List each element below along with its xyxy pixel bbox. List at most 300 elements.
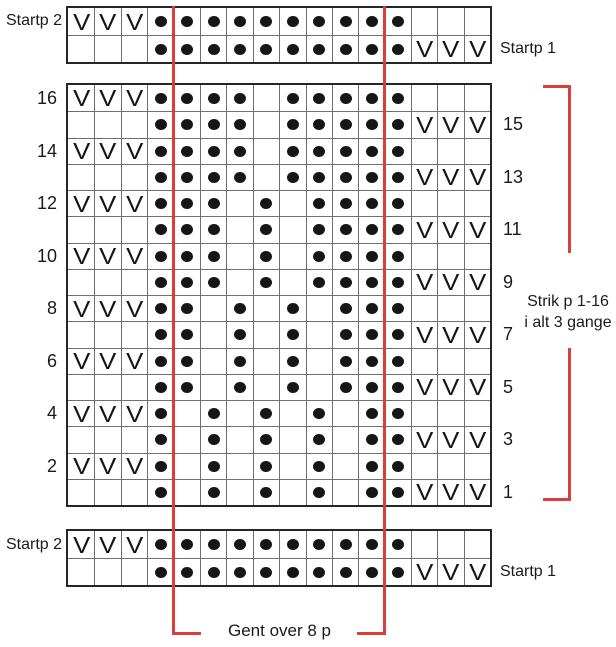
stitch-cell: [200, 479, 226, 505]
stitch-cell: [385, 531, 411, 558]
stitch-cell: [385, 111, 411, 137]
purl-dot-icon: [392, 16, 404, 27]
purl-dot-icon: [287, 172, 299, 183]
stitch-cell: [68, 269, 94, 295]
purl-dot-icon: [392, 119, 404, 130]
stitch-cell: [385, 35, 411, 62]
stitch-cell: [437, 35, 463, 62]
stitch-cell: [332, 321, 358, 347]
stitch-cell: [279, 269, 305, 295]
purl-dot-icon: [208, 487, 220, 498]
knit-v-icon: V: [125, 190, 144, 217]
stitch-cell: [253, 85, 279, 111]
purl-dot-icon: [366, 356, 378, 367]
label-startp2-bottom: Startp 2: [5, 536, 62, 553]
stitch-cell: [121, 453, 147, 479]
purl-dot-icon: [340, 146, 352, 157]
stitch-cell: [437, 269, 463, 295]
stitch-cell: [147, 321, 173, 347]
purl-dot-icon: [366, 198, 378, 209]
knit-v-icon: V: [416, 269, 434, 296]
row-number-left-12: 12: [36, 193, 57, 214]
label-startp1-top: Startp 1: [500, 40, 557, 57]
knit-v-icon: V: [99, 190, 117, 217]
purl-dot-icon: [392, 146, 404, 157]
stitch-cell: [385, 269, 411, 295]
stitch-cell: [437, 558, 463, 585]
purl-dot-icon: [313, 251, 325, 262]
stitch-cell: [332, 295, 358, 321]
stitch-cell: [385, 138, 411, 164]
stitch-cell: [464, 8, 490, 35]
purl-dot-icon: [366, 119, 378, 130]
stitch-cell: [464, 111, 490, 137]
stitch-cell: [200, 138, 226, 164]
stitch-cell: [94, 216, 120, 242]
stitch-cell: [253, 138, 279, 164]
knit-v-icon: V: [125, 531, 144, 558]
purl-dot-icon: [181, 382, 193, 393]
purl-dot-icon: [208, 16, 220, 27]
purl-dot-icon: [366, 408, 378, 419]
purl-dot-icon: [287, 382, 299, 393]
purl-dot-icon: [313, 93, 325, 104]
stitch-cell: [200, 35, 226, 62]
stitch-cell: [279, 453, 305, 479]
stitch-cell: [121, 8, 147, 35]
stitch-cell: [385, 453, 411, 479]
purl-dot-icon: [366, 303, 378, 314]
stitch-cell: [464, 243, 490, 269]
stitch-cell: [174, 269, 200, 295]
purl-dot-icon: [340, 16, 352, 27]
purl-dot-icon: [208, 93, 220, 104]
stitch-cell: [411, 138, 437, 164]
purl-dot-icon: [155, 146, 167, 157]
purl-dot-icon: [208, 44, 220, 55]
stitch-cell: [279, 190, 305, 216]
knit-v-icon: V: [442, 269, 460, 296]
stitch-cell: [411, 479, 437, 505]
purl-dot-icon: [155, 224, 167, 235]
stitch-cell: [411, 85, 437, 111]
stitch-cell: [464, 374, 490, 400]
stitch-cell: [306, 269, 332, 295]
stitch-cell: [226, 111, 252, 137]
purl-dot-icon: [234, 44, 246, 55]
stitch-cell: [464, 453, 490, 479]
stitch-cell: [94, 35, 120, 62]
knit-v-icon: V: [99, 8, 117, 35]
purl-dot-icon: [340, 251, 352, 262]
stitch-cell: [253, 348, 279, 374]
stitch-cell: [68, 374, 94, 400]
row-number-right-15: 15: [503, 114, 524, 135]
stitch-cell: [385, 426, 411, 452]
stitch-cell: [332, 243, 358, 269]
stitch-cell: [121, 35, 147, 62]
purl-dot-icon: [181, 146, 193, 157]
stitch-cell: [94, 8, 120, 35]
purl-dot-icon: [208, 277, 220, 288]
purl-dot-icon: [155, 277, 167, 288]
stitch-cell: [279, 243, 305, 269]
stitch-cell: [306, 138, 332, 164]
row-number-left-8: 8: [46, 298, 57, 319]
stitch-cell: [174, 138, 200, 164]
knit-v-icon: V: [72, 243, 90, 270]
purl-dot-icon: [340, 356, 352, 367]
stitch-cell: [68, 479, 94, 505]
knit-v-icon: V: [99, 453, 117, 480]
purl-dot-icon: [181, 329, 193, 340]
stitch-cell: [279, 8, 305, 35]
purl-dot-icon: [260, 408, 272, 419]
knit-v-icon: V: [125, 453, 144, 480]
stitch-cell: [174, 400, 200, 426]
repeat-count-note-line1: Strik p 1-16: [527, 293, 609, 310]
purl-dot-icon: [392, 198, 404, 209]
purl-dot-icon: [234, 382, 246, 393]
stitch-cell: [68, 111, 94, 137]
stitch-cell: [147, 216, 173, 242]
stitch-cell: [253, 479, 279, 505]
knit-v-icon: V: [72, 531, 90, 558]
knit-v-icon: V: [125, 295, 144, 322]
stitch-cell: [332, 269, 358, 295]
stitch-cell: [174, 190, 200, 216]
stitch-cell: [437, 531, 463, 558]
purl-dot-icon: [155, 93, 167, 104]
purl-dot-icon: [155, 567, 167, 578]
purl-dot-icon: [392, 539, 404, 550]
purl-dot-icon: [208, 251, 220, 262]
knit-v-icon: V: [125, 8, 144, 35]
purl-dot-icon: [234, 567, 246, 578]
stitch-cell: [411, 8, 437, 35]
stitch-cell: [174, 85, 200, 111]
stitch-cell: [121, 400, 147, 426]
purl-dot-icon: [181, 567, 193, 578]
stitch-cell: [68, 138, 94, 164]
stitch-cell: [200, 190, 226, 216]
purl-dot-icon: [287, 539, 299, 550]
knit-v-icon: V: [125, 400, 144, 427]
stitch-cell: [306, 85, 332, 111]
stitch-cell: [226, 269, 252, 295]
stitch-cell: [306, 348, 332, 374]
stitch-cell: [226, 164, 252, 190]
stitch-cell: [358, 426, 384, 452]
knit-v-icon: V: [416, 479, 434, 506]
purl-dot-icon: [340, 567, 352, 578]
stitch-cell: [306, 426, 332, 452]
purl-dot-icon: [208, 434, 220, 445]
stitch-cell: [464, 216, 490, 242]
stitch-cell: [306, 374, 332, 400]
knit-v-icon: V: [442, 216, 460, 243]
purl-dot-icon: [366, 44, 378, 55]
purl-dot-icon: [260, 461, 272, 472]
stitch-cell: [174, 8, 200, 35]
purl-dot-icon: [260, 198, 272, 209]
stitch-cell: [411, 426, 437, 452]
stitch-cell: [200, 348, 226, 374]
stitch-cell: [147, 531, 173, 558]
stitch-cell: [385, 85, 411, 111]
stitch-cell: [68, 426, 94, 452]
purl-dot-icon: [234, 539, 246, 550]
knit-v-icon: V: [416, 216, 434, 243]
stitch-cell: [147, 479, 173, 505]
row-number-right-7: 7: [503, 324, 514, 345]
stitch-cell: [121, 243, 147, 269]
purl-dot-icon: [313, 146, 325, 157]
stitch-cell: [464, 426, 490, 452]
purl-dot-icon: [340, 198, 352, 209]
stitch-cell: [226, 558, 252, 585]
row-number-right-3: 3: [503, 429, 514, 450]
purl-dot-icon: [260, 567, 272, 578]
purl-dot-icon: [340, 172, 352, 183]
stitch-cell: [306, 164, 332, 190]
knit-v-icon: V: [468, 269, 487, 296]
stitch-cell: [68, 8, 94, 35]
stitch-cell: [253, 35, 279, 62]
purl-dot-icon: [392, 93, 404, 104]
knit-v-icon: V: [416, 164, 434, 191]
stitch-cell: [94, 426, 120, 452]
stitch-cell: [147, 138, 173, 164]
stitch-cell: [279, 216, 305, 242]
stitch-cell: [411, 164, 437, 190]
repeat-bracket-arm-top: [543, 85, 571, 88]
stitch-cell: [147, 190, 173, 216]
stitch-cell: [174, 164, 200, 190]
knit-v-icon: V: [125, 348, 144, 375]
stitch-cell: [94, 400, 120, 426]
purl-dot-icon: [366, 93, 378, 104]
purl-dot-icon: [392, 251, 404, 262]
row-number-left-6: 6: [46, 350, 57, 371]
purl-dot-icon: [234, 119, 246, 130]
stitch-cell: [385, 190, 411, 216]
stitch-cell: [385, 348, 411, 374]
stitch-cell: [226, 374, 252, 400]
stitch-cell: [358, 531, 384, 558]
bottom-band-grid: [66, 529, 492, 587]
purl-dot-icon: [234, 329, 246, 340]
stitch-cell: [279, 426, 305, 452]
stitch-cell: [332, 479, 358, 505]
stitch-cell: [121, 426, 147, 452]
purl-dot-icon: [340, 277, 352, 288]
stitch-cell: [121, 269, 147, 295]
knit-v-icon: V: [416, 374, 434, 401]
stitch-cell: [464, 138, 490, 164]
knit-v-icon: V: [99, 531, 117, 558]
purl-dot-icon: [181, 93, 193, 104]
label-startp1-bottom: Startp 1: [500, 563, 557, 580]
repeat-count-note-line2: i alt 3 gange: [524, 314, 612, 331]
stitch-cell: [358, 479, 384, 505]
stitch-cell: [437, 164, 463, 190]
purl-dot-icon: [313, 487, 325, 498]
stitch-cell: [253, 453, 279, 479]
stitch-cell: [437, 190, 463, 216]
stitch-cell: [200, 243, 226, 269]
stitch-cell: [332, 164, 358, 190]
knit-v-icon: V: [468, 559, 487, 585]
stitch-cell: [68, 35, 94, 62]
stitch-cell: [174, 374, 200, 400]
stitch-cell: [147, 400, 173, 426]
purl-dot-icon: [366, 539, 378, 550]
purl-dot-icon: [340, 119, 352, 130]
stitch-cell: [200, 295, 226, 321]
stitch-cell: [385, 295, 411, 321]
stitch-cell: [253, 8, 279, 35]
stitch-cell: [226, 321, 252, 347]
knit-v-icon: V: [125, 243, 144, 270]
stitch-cell: [332, 216, 358, 242]
purl-dot-icon: [287, 16, 299, 27]
repeat-marker-foot-right: [357, 632, 386, 635]
stitch-cell: [358, 190, 384, 216]
purl-dot-icon: [208, 146, 220, 157]
purl-dot-icon: [181, 172, 193, 183]
stitch-cell: [121, 321, 147, 347]
purl-dot-icon: [366, 382, 378, 393]
stitch-cell: [437, 138, 463, 164]
stitch-cell: [306, 531, 332, 558]
purl-dot-icon: [287, 356, 299, 367]
stitch-cell: [437, 321, 463, 347]
stitch-cell: [411, 35, 437, 62]
row-number-right-5: 5: [503, 376, 514, 397]
stitch-cell: [68, 321, 94, 347]
stitch-cell: [279, 321, 305, 347]
stitch-cell: [358, 85, 384, 111]
stitch-cell: [253, 426, 279, 452]
stitch-cell: [174, 348, 200, 374]
purl-dot-icon: [366, 434, 378, 445]
stitch-cell: [94, 138, 120, 164]
purl-dot-icon: [392, 172, 404, 183]
knit-v-icon: V: [468, 216, 487, 243]
purl-dot-icon: [208, 172, 220, 183]
stitch-cell: [437, 374, 463, 400]
stitch-cell: [200, 111, 226, 137]
stitch-cell: [279, 111, 305, 137]
stitch-cell: [306, 400, 332, 426]
stitch-cell: [358, 35, 384, 62]
stitch-cell: [385, 8, 411, 35]
stitch-cell: [253, 374, 279, 400]
stitch-cell: [174, 35, 200, 62]
stitch-cell: [411, 269, 437, 295]
stitch-cell: [147, 558, 173, 585]
purl-dot-icon: [181, 119, 193, 130]
knit-v-icon: V: [125, 85, 144, 112]
stitch-cell: [437, 8, 463, 35]
stitch-cell: [464, 531, 490, 558]
purl-dot-icon: [234, 93, 246, 104]
purl-dot-icon: [340, 303, 352, 314]
stitch-cell: [306, 453, 332, 479]
knit-v-icon: V: [72, 138, 90, 165]
stitch-cell: [68, 85, 94, 111]
stitch-cell: [226, 8, 252, 35]
stitch-cell: [174, 295, 200, 321]
purl-dot-icon: [313, 539, 325, 550]
stitch-cell: [147, 348, 173, 374]
purl-dot-icon: [181, 277, 193, 288]
stitch-cell: [411, 216, 437, 242]
purl-dot-icon: [366, 487, 378, 498]
purl-dot-icon: [313, 172, 325, 183]
purl-dot-icon: [392, 382, 404, 393]
stitch-cell: [332, 138, 358, 164]
stitch-cell: [411, 190, 437, 216]
repeat-bracket-vertical-bottom: [568, 348, 571, 501]
stitch-cell: [94, 269, 120, 295]
stitch-cell: [174, 111, 200, 137]
purl-dot-icon: [392, 356, 404, 367]
stitch-cell: [332, 558, 358, 585]
stitch-cell: [121, 348, 147, 374]
stitch-cell: [464, 190, 490, 216]
stitch-cell: [147, 8, 173, 35]
stitch-cell: [411, 558, 437, 585]
stitch-cell: [437, 453, 463, 479]
stitch-cell: [411, 374, 437, 400]
stitch-cell: [358, 269, 384, 295]
stitch-cell: [306, 216, 332, 242]
purl-dot-icon: [313, 434, 325, 445]
stitch-cell: [121, 374, 147, 400]
stitch-cell: [174, 321, 200, 347]
stitch-cell: [253, 321, 279, 347]
stitch-cell: [200, 531, 226, 558]
purl-dot-icon: [313, 119, 325, 130]
stitch-cell: [226, 138, 252, 164]
stitch-cell: [226, 35, 252, 62]
stitch-cell: [385, 400, 411, 426]
stitch-cell: [279, 164, 305, 190]
stitch-cell: [385, 321, 411, 347]
purl-dot-icon: [340, 44, 352, 55]
stitch-cell: [358, 374, 384, 400]
purl-dot-icon: [181, 303, 193, 314]
stitch-cell: [437, 426, 463, 452]
purl-dot-icon: [287, 93, 299, 104]
stitch-cell: [121, 479, 147, 505]
knit-v-icon: V: [416, 111, 434, 138]
purl-dot-icon: [260, 44, 272, 55]
stitch-cell: [121, 216, 147, 242]
stitch-cell: [174, 216, 200, 242]
purl-dot-icon: [181, 251, 193, 262]
stitch-cell: [437, 400, 463, 426]
purl-dot-icon: [392, 461, 404, 472]
stitch-cell: [200, 269, 226, 295]
stitch-cell: [437, 295, 463, 321]
knit-v-icon: V: [468, 426, 487, 453]
stitch-cell: [279, 138, 305, 164]
stitch-cell: [226, 190, 252, 216]
stitch-cell: [94, 295, 120, 321]
